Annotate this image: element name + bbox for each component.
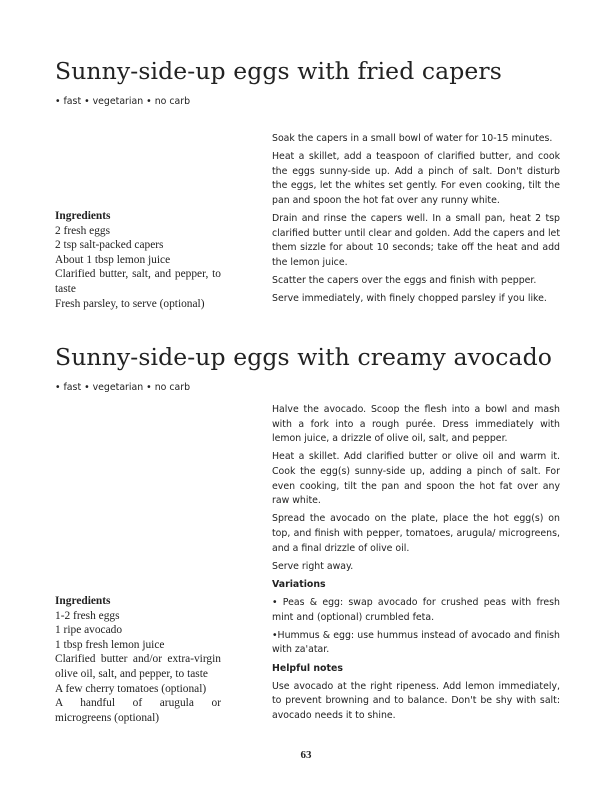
ingredient-item: 1 ripe avocado (55, 624, 123, 637)
recipe-1-ingredients-heading: Ingredients (55, 210, 111, 222)
recipe-2-title: Sunny-side-up eggs with creamy avocado (55, 343, 552, 371)
recipe-1-title: Sunny-side-up eggs with fried capers (55, 57, 502, 85)
method-step: Serve immediately, with finely chopped parsley if you like. (272, 293, 547, 305)
ingredient-item: A handful of arugula or microgreens (optional) (55, 697, 221, 724)
recipe-2-method (272, 403, 560, 727)
method-step: Scatter the capers over the eggs and finish with pepper. (272, 275, 537, 287)
ingredient-item: A few cherry tomatoes (optional) (55, 682, 207, 695)
ingredient-item: About 1 tbsp lemon juice (55, 253, 171, 266)
method-step: Drain and rinse the capers well. In a small pan, heat 2 tsp clarified butter until clear and golden. Add the capers and let them sizzle for about 10 seconds; take off the heat and add the lemon juice. (272, 213, 560, 268)
page-number: 63 (300, 749, 312, 761)
ingredient-item: Fresh parsley, to serve (optional) (55, 297, 205, 310)
ingredient-item: Clarified butter and/or extra-virgin olive oil, salt, and pepper, to taste (55, 653, 221, 680)
recipe-2-ingredients (55, 594, 221, 725)
recipe-1-method (272, 132, 560, 311)
ingredient-item: 2 tsp salt-packed capers (55, 239, 164, 252)
ingredient-item: 2 fresh eggs (55, 224, 111, 237)
ingredient-item: Clarified butter, salt, and pepper, to taste (55, 268, 221, 295)
method-step: Spread the avocado on the plate, place the hot egg(s) on top, and finish with pepper, tomatoes, arugula/ microgreens, and a final drizzle of olive oil. (272, 513, 560, 554)
method-step: Soak the capers in a small bowl of water for 10-15 minutes. (272, 133, 553, 144)
ingredient-item: 1-2 fresh eggs (55, 609, 120, 622)
ingredient-item: 1 tbsp fresh lemon juice (55, 638, 165, 651)
variation-item: •Hummus & egg: use hummus instead of avocado and finish with za'atar. (272, 629, 560, 656)
variation-item: • Peas & egg: swap avocado for crushed peas with fresh mint and (optional) crumbled feta. (272, 597, 560, 623)
method-step: Heat a skillet. Add clarified butter or olive oil and warm it. Cook the egg(s) sunny-side up, adding a pinch of salt. For even cooking, tilt the pan and spoon the hot fat over any raw white. (272, 451, 560, 507)
recipe-1-tags: • fast • vegetarian • no carb (55, 96, 191, 107)
recipe-2-ingredients-heading: Ingredients (55, 595, 111, 607)
method-step: Heat a skillet, add a teaspoon of clarified butter, and cook the eggs sunny-side up. Add a pinch of salt. Don't disturb the eggs, let the whites set gently. For even cooking, tilt the pan and spoon the hot fat over any runny white. (272, 151, 560, 206)
variations-heading: Variations (272, 578, 326, 590)
helpful-notes-heading: Helpful notes (272, 662, 343, 674)
recipe-1-ingredients (55, 209, 221, 311)
recipe-2-tags: • fast • vegetarian • no carb (55, 382, 191, 393)
helpful-notes-text: Use avocado at the right ripeness. Add lemon immediately, to prevent browning and to balance. Don't be shy with salt: avocado needs it to shine. (272, 680, 560, 722)
method-step: Halve the avocado. Scoop the flesh into a bowl and mash with a fork into a rough purée. Dress immediately with lemon juice, a drizzle of olive oil, salt, and pepper. (272, 404, 560, 445)
method-step: Serve right away. (272, 560, 354, 572)
